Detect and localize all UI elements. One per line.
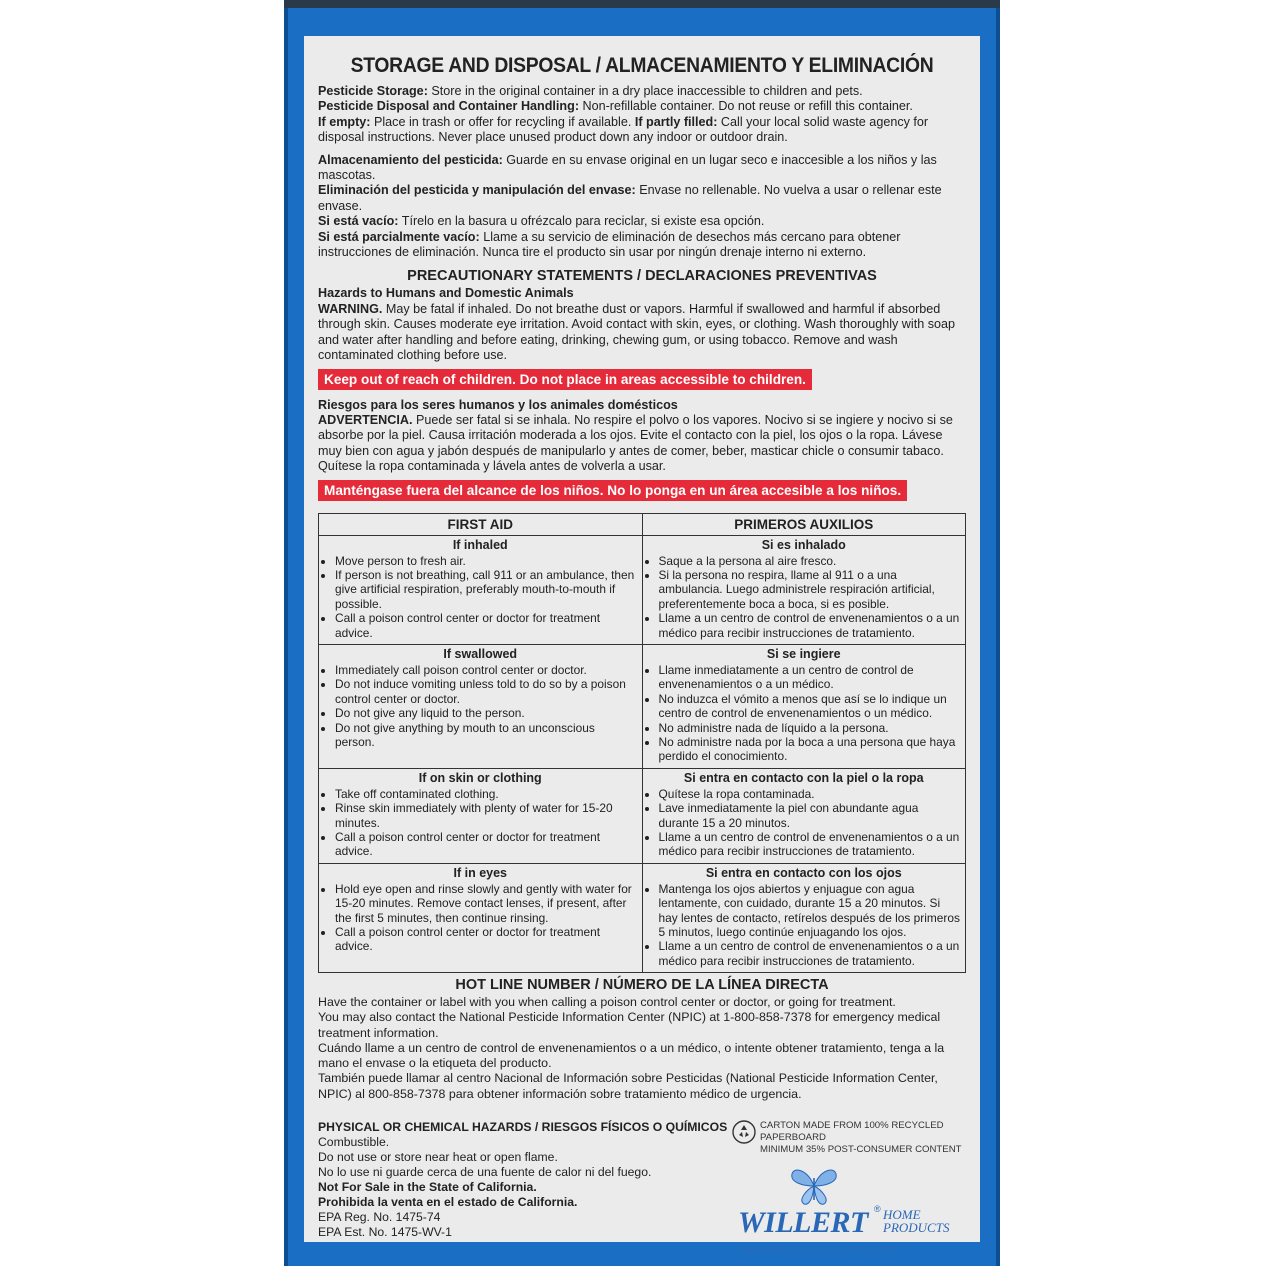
first-aid-cell-en	[319, 768, 643, 863]
first-aid-step: • No induzca el vómito a menos que así se lo indique un centro de control de envenenamientos o un médico.	[659, 692, 962, 721]
recycle-notice	[732, 1120, 982, 1156]
epa-reg: EPA Reg. No. 1475-74	[318, 1209, 441, 1224]
storage-es-2: Eliminación del pesticida y manipulación del envase: Envase no rellenable. No vuelva a usar o rellenar este envase.	[318, 183, 942, 213]
hazards-text-en: WARNING. May be fatal if inhaled. Do not breathe dust or vapors. Harmful if swallowed and harmful if absorbed through skin. Causes moderate eye irritation. Avoid contact with skin, eyes, or clothing. Wash thoroughly with soap and water after handling and before eating, drinking, chewing gum, or using tobacco. Remove and wash contaminated clothing before use.	[318, 301, 956, 363]
first-aid-category: Si es inhalado	[761, 537, 846, 552]
first-aid-step: • Do not give anything by mouth to an unconscious person.	[335, 721, 638, 750]
recycle-icon	[732, 1120, 756, 1144]
product-label	[304, 36, 980, 1256]
physical-line-2: Do not use or store near heat or open flame.	[318, 1149, 558, 1164]
first-aid-category: If swallowed	[443, 646, 518, 661]
first-aid-step: • Mantenga los ojos abiertos y enjuague con agua lentamente, con cuidado, durante 15 a 20 minutos. Si hay lentes de contacto, retírelos después de los primeros 5 minutos, luego continúe enjuagando los ojos.	[659, 882, 962, 940]
first-aid-step: • If person is not breathing, call 911 or an ambulance, then give artificial respiration, preferably mouth-to-mouth if possible.	[335, 568, 638, 611]
storage-es-3: Si está vacío: Tírelo en la basura u ofrézcalo para reciclar, si existe esa opción.	[318, 214, 765, 229]
first-aid-step: • Call a poison control center or doctor for treatment advice.	[335, 830, 638, 859]
brand-registered: ®	[874, 1203, 881, 1214]
first-aid-step: • Do not give any liquid to the person.	[335, 706, 638, 720]
first-aid-steps	[323, 882, 638, 954]
storage-en-2: Pesticide Disposal and Container Handling: Non-refillable container. Do not reuse or refill this container.	[318, 99, 913, 114]
first-aid-step: • Saque a la persona al aire fresco.	[659, 554, 962, 568]
first-aid-cell-en	[319, 535, 643, 644]
physical-line-3: No lo use ni guarde cerca de una fuente de calor ni del fuego.	[318, 1164, 652, 1179]
hotline-line-1: Have the container or label with you when calling a poison control center or doctor, or going for treatment.	[318, 995, 896, 1010]
label-footer	[318, 1120, 966, 1280]
first-aid-step: • No administre nada de líquido a la persona.	[659, 721, 962, 735]
physical-line-1: Combustible.	[318, 1134, 390, 1149]
storage-title: STORAGE AND DISPOSAL / ALMACENAMIENTO Y ELIMINACIÓN	[350, 54, 934, 77]
epa-est: EPA Est. No. 1475-WV-1	[318, 1224, 452, 1239]
child-warning-es: Manténgase fuera del alcance de los niños. No lo ponga en un área accesible a los niños.	[318, 480, 907, 501]
first-aid-step: • Hold eye open and rinse slowly and gently with water for 15-20 minutes. Remove contact lenses, if present, after the first 5 minutes, then continue rinsing.	[335, 882, 638, 925]
first-aid-header-en: FIRST AID	[319, 513, 643, 535]
child-warning-en: Keep out of reach of children. Do not place in areas accessible to children.	[318, 369, 812, 390]
recycle-line-1: CARTON MADE FROM 100% RECYCLED PAPERBOARD	[760, 1119, 944, 1143]
california-en: Not For Sale in the State of California.	[318, 1179, 537, 1194]
first-aid-category: Si entra en contacto con los ojos	[705, 865, 902, 880]
first-aid-step: • Move person to fresh air.	[335, 554, 638, 568]
first-aid-header-es: PRIMEROS AUXILIOS	[642, 513, 966, 535]
hazards-heading-en: Hazards to Humans and Domestic Animals	[318, 286, 574, 301]
first-aid-category: Si entra en contacto con la piel o la ropa	[683, 770, 924, 785]
first-aid-step: • Llame inmediatamente a un centro de control de envenenamientos o a un médico.	[659, 663, 962, 692]
storage-es-1: Almacenamiento del pesticida: Guarde en su envase original en un lugar seco e inaccesible a los niños y las mascotas.	[318, 152, 937, 183]
first-aid-cell-es	[642, 644, 966, 768]
storage-en-1: Pesticide Storage: Store in the original container in a dry place inaccessible to children and pets.	[318, 84, 863, 98]
first-aid-steps	[647, 554, 962, 640]
first-aid-row	[319, 768, 966, 863]
first-aid-table	[318, 513, 966, 974]
first-aid-cell-en	[319, 863, 643, 972]
first-aid-step: • Take off contaminated clothing.	[335, 787, 638, 801]
first-aid-step: • Si la persona no respira, llame al 911 o a una ambulancia. Luego administrele respiración artificial, preferentemente boca a boca, si es posible.	[659, 568, 962, 611]
first-aid-cell-es	[642, 863, 966, 972]
hotline-section	[318, 977, 966, 1101]
brand-name: WILLERT	[738, 1205, 868, 1239]
first-aid-steps	[647, 663, 962, 764]
hazards-text-es: ADVERTENCIA. Puede ser fatal si se inhala. No respire el polvo o los vapores. Nocivo si se ingiere y nocivo si se absorbe por la piel. Causa irritación moderada a los ojos. Evite el contacto con la piel, los ojos o la ropa. Lávese muy bien con agua y jabón después de manipularlo y antes de comer, beber, masticar chicle o consumir tabaco. Quítese la ropa contaminada y lávela antes de volverla a usar.	[318, 412, 953, 474]
first-aid-steps	[323, 787, 638, 859]
first-aid-step: • No administre nada por la boca a una persona que haya perdido el conocimiento.	[659, 735, 962, 764]
first-aid-step: • Call a poison control center or doctor for treatment advice.	[335, 611, 638, 640]
first-aid-steps	[323, 663, 638, 749]
first-aid-step: • Quítese la ropa contaminada.	[659, 787, 962, 801]
first-aid-row	[319, 644, 966, 768]
brand-logo	[738, 1164, 978, 1274]
california-es: Prohibida la venta en el estado de California.	[318, 1194, 578, 1209]
first-aid-steps	[647, 882, 962, 968]
precautions-title: PRECAUTIONARY STATEMENTS / DECLARACIONES PREVENTIVAS	[407, 268, 877, 285]
hotline-line-2: You may also contact the National Pesticide Information Center (NPIC) at 1-800-858-7378 for emergency medical treatment information.	[318, 1010, 941, 1040]
recycle-line-2: MINIMUM 35% POST-CONSUMER CONTENT	[760, 1143, 962, 1155]
first-aid-step: • Llame a un centro de control de envenenamientos o a un médico para recibir instrucciones de tratamiento.	[659, 830, 962, 859]
first-aid-row	[319, 863, 966, 972]
first-aid-step: • Llame a un centro de control de envenenamientos o a un médico para recibir instrucciones de tratamiento.	[659, 611, 962, 640]
first-aid-steps	[323, 554, 638, 640]
first-aid-cell-en	[319, 644, 643, 768]
first-aid-cell-es	[642, 535, 966, 644]
first-aid-row	[319, 535, 966, 644]
first-aid-steps	[647, 787, 962, 859]
first-aid-category: If in eyes	[453, 865, 507, 880]
physical-hazards-title: PHYSICAL OR CHEMICAL HAZARDS / RIESGOS FÍSICOS O QUÍMICOS	[318, 1119, 728, 1134]
first-aid-step: • Llame a un centro de control de envenenamientos o a un médico para recibir instrucciones de tratamiento.	[659, 939, 962, 968]
hotline-line-3: Cuándo llame a un centro de control de envenenamientos o a un médico, o intente obtener tratamiento, tenga a la mano el envase o la etiqueta del producto.	[318, 1040, 945, 1071]
first-aid-category: Si se ingiere	[766, 646, 841, 661]
first-aid-step: • Lave inmediatamente la piel con abundante agua durante 15 a 20 minutos.	[659, 801, 962, 830]
physical-hazards	[318, 1120, 738, 1240]
brand-address: 4044 PARK ST. LOUIS, MO 63110	[740, 1243, 901, 1256]
storage-en-3: If empty: Place in trash or offer for recycling if available. If partly filled: Call your local solid waste agency for disposal instructions. Never place unused product down any indoor or outdoor drain.	[318, 114, 929, 145]
first-aid-category: If on skin or clothing	[418, 770, 542, 785]
storage-es-4: Si está parcialmente vacío: Llame a su servicio de eliminación de desechos más cercano para obtener instrucciones de eliminación. Nunca tire el producto sin usar por ningún drenaje interno ni externo.	[318, 229, 901, 260]
hotline-line-4: También puede llamar al centro Nacional de Información sobre Pesticidas (National Pesticide Information Center, NPIC) al 800-858-7378 para obtener información sobre tratamiento médico de urgencia.	[318, 1071, 938, 1101]
hazards-heading-es: Riesgos para los seres humanos y los animales domésticos	[318, 397, 678, 412]
first-aid-step: • Do not induce vomiting unless told to do so by a poison control center or doctor.	[335, 677, 638, 706]
first-aid-step: • Rinse skin immediately with plenty of water for 15-20 minutes.	[335, 801, 638, 830]
first-aid-cell-es	[642, 768, 966, 863]
first-aid-step: • Call a poison control center or doctor for treatment advice.	[335, 925, 638, 954]
hotline-title: HOT LINE NUMBER / NÚMERO DE LA LÍNEA DIRECTA	[455, 977, 829, 994]
brand-tagline: HOME PRODUCTS	[883, 1206, 950, 1235]
first-aid-category: If inhaled	[452, 537, 508, 552]
butterfly-icon	[786, 1164, 842, 1208]
first-aid-step: • Immediately call poison control center or doctor.	[335, 663, 638, 677]
